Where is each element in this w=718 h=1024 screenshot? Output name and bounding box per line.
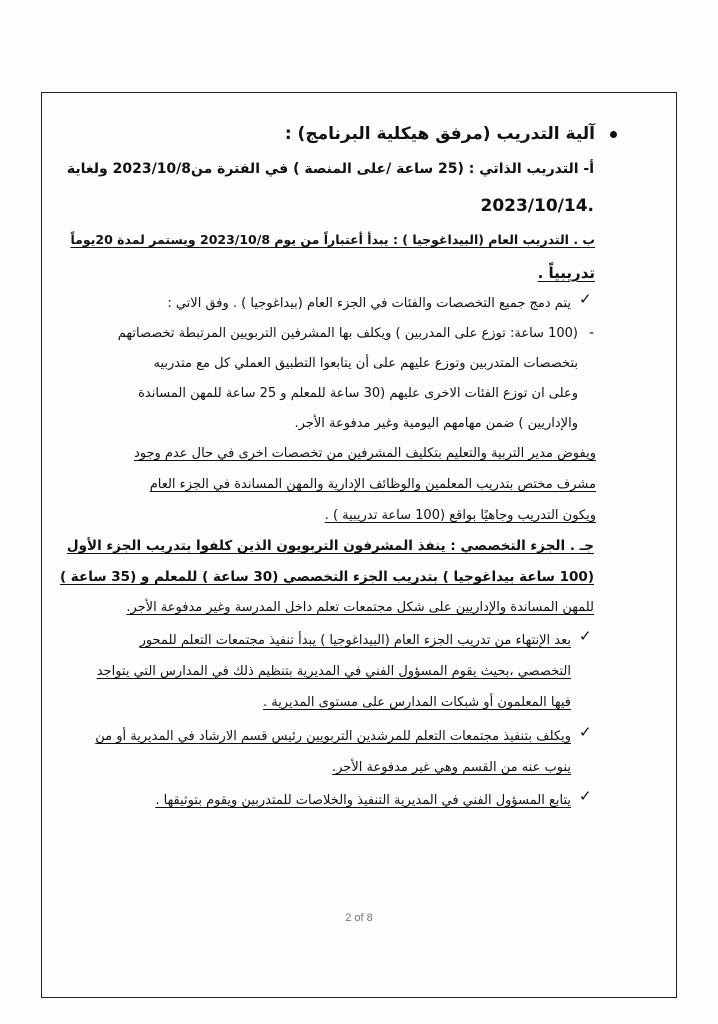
distribution-line-2: بتخصصات المتدربين وتوزع عليهم على أن يتابعوا التطبيق العملي كل مع متدربيه bbox=[153, 356, 578, 371]
check-icon: ✓ bbox=[579, 290, 592, 308]
check-icon: ✓ bbox=[579, 787, 592, 805]
bullet-icon bbox=[610, 131, 617, 138]
delegation-line-1: ويفوض مدير التربية والتعليم بتكليف المشرفين من تخصصات اخرى في حال عدم وجود bbox=[133, 446, 596, 461]
counselors-line-1: ويكلف بتنفيذ مجتمعات التعلم للمرشدين التربويين رئيس قسم الارشاد في المديرية أو من bbox=[95, 729, 571, 744]
dash-icon: - bbox=[589, 325, 595, 341]
page-number: 2 of 8 bbox=[345, 912, 373, 924]
distribution-line-3: وعلى ان توزع الفئات الاخرى عليهم (30 ساعة للمعلم و 25 ساعة للمهن المساندة bbox=[138, 386, 578, 401]
check-icon: ✓ bbox=[579, 627, 592, 645]
specialized-line-2: (100 ساعة بيداغوجيا ) بتدريب الجزء التخصصي (30 ساعة ) للمعلم و (35 ساعة ) bbox=[59, 569, 594, 585]
merge-specialties-text: يتم دمج جميع التخصصات والفئات في الجزء العام (بيداغوجيا ) . وفق الاتي : bbox=[167, 296, 571, 311]
section-title: آلية التدريب (مرفق هيكلية البرنامج) : bbox=[284, 124, 595, 144]
delegation-line-2: مشرف مختص بتدريب المعلمين والوظائف الإدارية والمهن المساندة في الجزء العام bbox=[149, 477, 596, 492]
distribution-line-4: والإداريين ) ضمن مهامهم اليومية وغير مدفوعة الأجر. bbox=[294, 416, 578, 431]
learning-communities-line-3: فيها المعلمون أو شبكات المدارس على مستوى المديرية . bbox=[262, 695, 571, 710]
self-training-line-2: .2023/10/14 bbox=[480, 196, 594, 216]
learning-communities-line-1: بعد الإنتهاء من تدريب الجزء العام (البيداغوجيا ) يبدأ تنفيذ مجتمعات التعلم للمحور bbox=[139, 633, 571, 648]
follow-up-text: يتابع المسؤول الفني في المديرية التنفيذ والخلاصات للمتدربين ويقوم بتوثيقها . bbox=[155, 793, 571, 808]
delegation-line-3: ويكون التدريب وجاهيًا بواقع (100 ساعة تدريبية ) . bbox=[324, 508, 596, 523]
counselors-line-2: ينوب عنه من القسم وهي غير مدفوعة الأجر. bbox=[331, 760, 571, 775]
general-training-line-1: ب . التدريب العام (البيداغوجيا ) : يبدأ أعتباراً من يوم 2023/10/8 ويستمر لمدة 20يوماً bbox=[70, 232, 595, 247]
learning-communities-line-2: التخصصي ،بحيث يقوم المسؤول الفني في المديرية بتنظيم ذلك في المدارس التي يتواجد bbox=[96, 664, 571, 679]
general-training-line-2: تدريبياً . bbox=[537, 264, 595, 282]
self-training-line-1: أ- التدريب الذاتي : (25 ساعة /على المنصة ) في الفترة من2023/10/8 ولغاية bbox=[66, 161, 594, 177]
specialized-line-1: جـ . الجزء التخصصي : ينفذ المشرفون التربويون الذين كلفوا بتدريب الجزء الأول bbox=[66, 538, 594, 554]
specialized-line-3: للمهن المساندة والإداريين على شكل مجتمعات تعلم داخل المدرسة وغير مدفوعة الأجر. bbox=[126, 600, 594, 615]
check-icon: ✓ bbox=[579, 723, 592, 741]
distribution-line-1: (100 ساعة: توزع على المدربين ) ويكلف بها المشرفين التربويين المرتبطة تخصصاتهم bbox=[117, 326, 578, 341]
